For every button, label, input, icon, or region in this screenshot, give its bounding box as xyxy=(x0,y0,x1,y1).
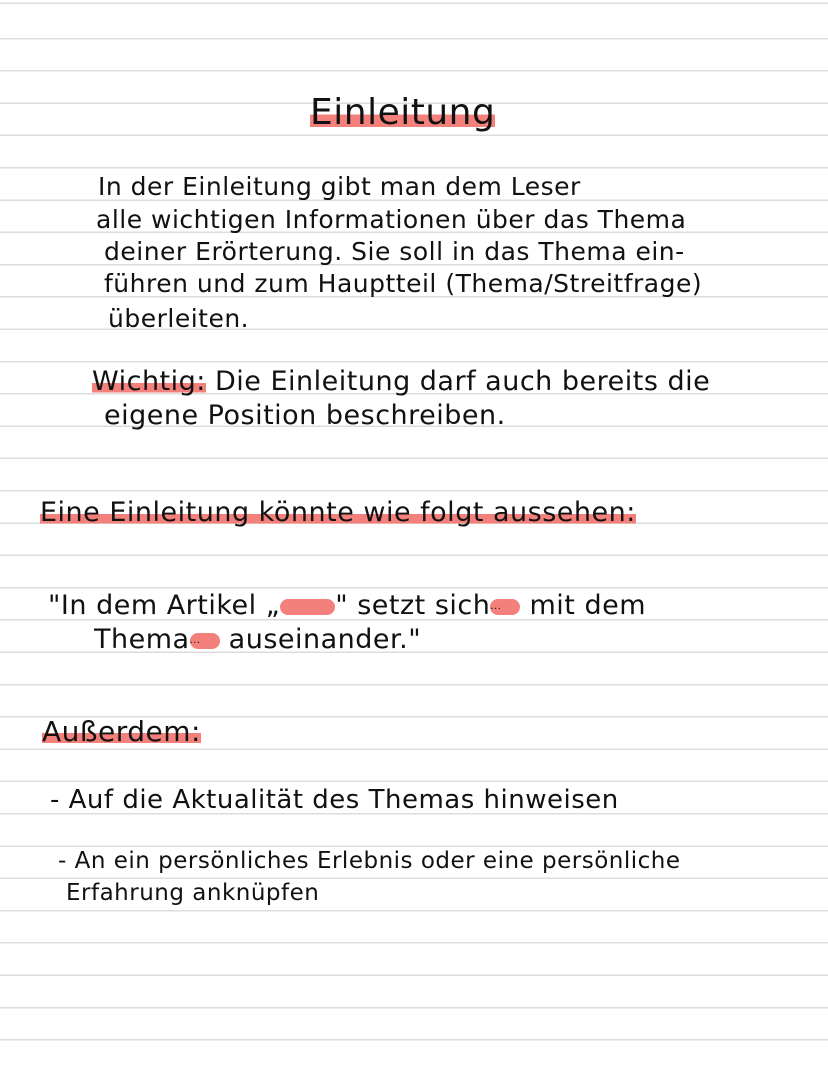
example-line1 xyxy=(48,590,646,621)
placeholder-blob: ... xyxy=(490,599,520,615)
bullet-item-continued: Erfahrung anknüpfen xyxy=(66,880,320,906)
intro-line: deiner Erörterung. Sie soll in das Thema ein- xyxy=(104,237,685,266)
example-line2 xyxy=(94,624,421,655)
intro-line: überleiten. xyxy=(108,304,250,333)
example-text: auseinander." xyxy=(228,624,422,655)
page-title xyxy=(310,92,495,133)
important-note xyxy=(92,366,710,397)
title-text: Einleitung xyxy=(310,92,496,133)
example-text: mit dem xyxy=(529,590,646,621)
additionally-heading-text: Außerdem: xyxy=(42,715,201,748)
important-line2: eigene Position beschreiben. xyxy=(104,400,506,431)
intro-line: führen und zum Hauptteil (Thema/Streitfrage) xyxy=(104,269,703,298)
bullet-item: - Auf die Aktualität des Themas hinweisen xyxy=(50,785,619,815)
important-label: Wichtig: xyxy=(92,366,206,397)
additionally-heading xyxy=(42,715,201,748)
example-text: " setzt sich xyxy=(335,590,491,621)
example-text: "In dem Artikel „ xyxy=(48,590,281,621)
placeholder-blob xyxy=(280,599,335,615)
bullet-item: - An ein persönliches Erlebnis oder eine persönliche xyxy=(58,848,681,874)
placeholder-blob: ... xyxy=(190,633,220,649)
example-heading-text: Eine Einleitung könnte wie folgt aussehen: xyxy=(40,497,636,528)
intro-line: alle wichtigen Informationen über das Thema xyxy=(96,205,687,234)
example-heading xyxy=(40,497,636,528)
example-text: Thema xyxy=(94,624,190,655)
intro-line: In der Einleitung gibt man dem Leser xyxy=(98,172,581,201)
important-line1: Die Einleitung darf auch bereits die xyxy=(214,366,711,397)
